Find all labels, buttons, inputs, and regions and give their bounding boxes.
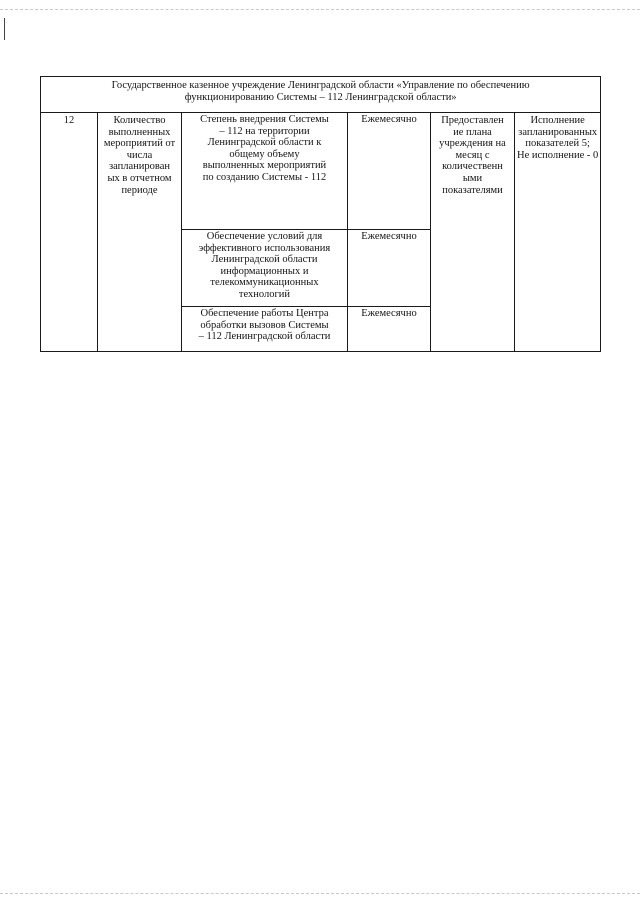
table-header-row bbox=[41, 77, 601, 113]
activity-line: телекоммуникационных bbox=[210, 277, 319, 289]
frequency-text: Ежемесячно bbox=[361, 114, 417, 125]
reporting-form-line: ыми bbox=[462, 172, 483, 184]
evaluation-line: запланированных bbox=[518, 126, 598, 138]
organization-header-line: функционированию Системы – 112 Ленинградской области» bbox=[184, 91, 457, 103]
indicator-name-line: запланирован bbox=[108, 161, 171, 173]
indicator-name-line: мероприятий от bbox=[103, 138, 176, 150]
activity-cell bbox=[182, 306, 347, 351]
activity-line: Ленинградской области bbox=[211, 254, 318, 266]
activity-line: Степень внедрения Системы bbox=[200, 114, 329, 125]
indicator-name-line: Количество bbox=[113, 115, 166, 126]
activity-line: Обеспечение условий для bbox=[206, 231, 323, 242]
activity-line: эффективного использования bbox=[198, 242, 331, 254]
evaluation-line: Не исполнение - 0 bbox=[517, 149, 599, 161]
scan-margin-mark bbox=[4, 18, 5, 40]
frequency-cell bbox=[348, 229, 430, 306]
activity-line: Обеспечение работы Центра bbox=[200, 308, 329, 319]
activity-line: Ленинградской области к bbox=[207, 137, 322, 149]
frequency-column bbox=[348, 113, 431, 352]
frequency-cell bbox=[348, 306, 430, 351]
frequency-text: Ежемесячно bbox=[361, 231, 417, 242]
scan-edge-bottom bbox=[0, 893, 640, 894]
indicator-table bbox=[40, 76, 601, 352]
indicator-name-line: числа bbox=[126, 149, 153, 161]
frequency-cell bbox=[348, 113, 430, 229]
reporting-form-line: ие плана bbox=[453, 126, 492, 138]
evaluation-criteria bbox=[515, 113, 601, 352]
organization-header-line: Государственное казенное учреждение Ленинградской области «Управление по обеспечению bbox=[111, 80, 530, 91]
activities-column bbox=[182, 113, 348, 352]
activity-line: информационных и bbox=[220, 265, 309, 277]
reporting-form-line: показателями bbox=[442, 184, 503, 196]
reporting-form bbox=[431, 113, 515, 352]
row-number: 12 bbox=[41, 113, 98, 352]
activity-line: обработки вызовов Системы bbox=[200, 319, 329, 331]
evaluation-line: показателей 5; bbox=[525, 138, 590, 150]
activity-line: выполненных мероприятий bbox=[202, 160, 327, 172]
indicator-name-line: периоде bbox=[121, 184, 158, 196]
activity-line: по созданию Системы - 112 bbox=[202, 171, 327, 183]
activity-cell bbox=[182, 229, 347, 306]
activity-line: общему объему bbox=[229, 148, 300, 160]
indicator-name bbox=[98, 113, 182, 352]
scan-edge-top bbox=[0, 9, 640, 10]
activity-line: технологий bbox=[238, 288, 291, 300]
organization-header bbox=[41, 77, 601, 113]
reporting-form-line: месяц с bbox=[455, 149, 490, 161]
reporting-form-line: количественн bbox=[442, 161, 503, 173]
evaluation-line: Исполнение bbox=[530, 115, 585, 126]
reporting-form-line: учреждения на bbox=[439, 138, 506, 150]
table-row bbox=[41, 113, 601, 352]
frequency-text: Ежемесячно bbox=[361, 308, 417, 319]
indicator-name-line: ых в отчетном bbox=[107, 172, 172, 184]
indicator-name-line: выполненных bbox=[108, 126, 171, 138]
activity-line: – 112 на территории bbox=[219, 125, 310, 137]
activity-cell bbox=[182, 113, 347, 229]
activity-line: – 112 Ленинградской области bbox=[198, 331, 331, 343]
reporting-form-line: Предоставлен bbox=[441, 115, 504, 126]
